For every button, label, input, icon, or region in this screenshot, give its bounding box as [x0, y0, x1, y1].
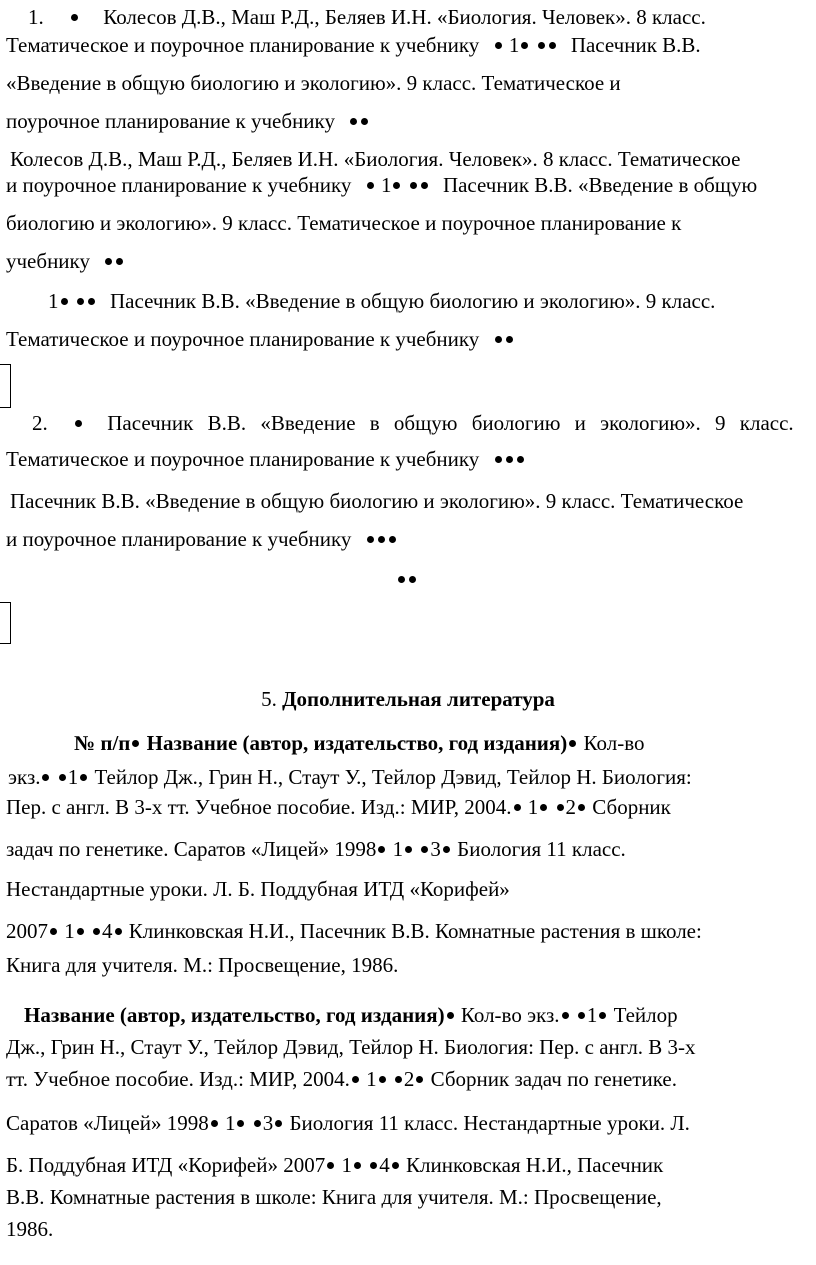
text: Колесов Д.В., Маш Р.Д., Беляев И.Н. «Биология. Человек». 8 класс. Тематическое — [10, 147, 741, 171]
bullet-icon — [517, 456, 524, 463]
stray-bullets — [6, 566, 810, 593]
block1-line3 — [6, 70, 810, 97]
block1-line4 — [6, 108, 810, 135]
text: Пер. с англ. В 3-х тт. Учебное пособие. Изд.: МИР, 2004. — [6, 795, 512, 819]
table2-line1 — [6, 1002, 810, 1029]
table2-line2 — [6, 1034, 810, 1061]
bullet-icon — [495, 456, 502, 463]
bullet-icon — [538, 42, 545, 49]
bullet-icon — [495, 336, 502, 343]
bullet-icon — [395, 1076, 402, 1083]
section-title: Дополнительная литература — [282, 687, 555, 711]
text: 1986. — [6, 1217, 54, 1241]
text: Б. Поддубная ИТД «Корифей» 2007 — [6, 1153, 326, 1177]
table2-line3 — [6, 1066, 810, 1093]
block5-line1 — [6, 488, 810, 515]
bullet-icon — [562, 1012, 569, 1019]
page-marker — [0, 602, 11, 644]
text: 2 — [565, 795, 576, 819]
text: 2 — [403, 1067, 415, 1091]
table1-line6 — [6, 918, 810, 945]
text: 1 — [586, 1003, 598, 1027]
bullet-icon — [327, 1162, 334, 1169]
bullet-icon — [389, 536, 396, 543]
text: 1 — [508, 33, 520, 57]
table1-line5 — [6, 876, 810, 903]
bullet-icon — [77, 298, 84, 305]
text: Сборник задач по генетике. — [430, 1067, 677, 1091]
bullet-icon — [42, 774, 49, 781]
block3-line1 — [6, 288, 810, 315]
column-header: Кол-во — [583, 731, 645, 755]
table1-line4 — [6, 836, 810, 863]
bullet-icon — [421, 182, 428, 189]
text: 1 — [64, 919, 75, 943]
bullet-icon — [254, 1120, 261, 1127]
table2-line7 — [6, 1216, 810, 1243]
bullet-icon — [416, 1076, 423, 1083]
text: Тейлор Дж., Грин Н., Стаут У., Тейлор Дэвид, Тейлор Н. Биология: — [94, 765, 692, 789]
bullet-icon — [405, 846, 412, 853]
text: и поурочное планирование к учебнику — [6, 173, 352, 197]
bullet-icon — [410, 182, 417, 189]
text: Тематическое и поурочное планирование к учебнику — [6, 33, 480, 57]
bullet-icon — [75, 420, 82, 427]
column-header: № п/п — [74, 731, 131, 755]
bullet-icon — [71, 14, 78, 21]
text: 1 — [48, 289, 59, 313]
bullet-icon — [115, 928, 122, 935]
text: Пасечник В.В. «Введение в общую биологию и экологию». 9 класс. — [110, 289, 716, 313]
bullet-icon — [409, 576, 416, 583]
bullet-icon — [379, 1076, 386, 1083]
bullet-icon — [569, 740, 576, 747]
bullet-icon — [392, 1162, 399, 1169]
bullet-icon — [77, 928, 84, 935]
bullet-icon — [350, 118, 357, 125]
bullet-icon — [599, 1012, 606, 1019]
text: задач по генетике. Саратов «Лицей» 1998 — [6, 837, 377, 861]
text: Сборник — [592, 795, 671, 819]
bullet-icon — [80, 774, 87, 781]
bullet-icon — [370, 1162, 377, 1169]
text: 4 — [102, 919, 113, 943]
text: 4 — [379, 1153, 390, 1177]
bullet-icon — [116, 258, 123, 265]
section-heading — [6, 686, 810, 713]
block2-line4 — [6, 248, 810, 275]
text: 1 — [224, 1111, 236, 1135]
table1-line3 — [6, 794, 810, 821]
text: тт. Учебное пособие. Изд.: МИР, 2004. — [6, 1067, 350, 1091]
text: Пасечник В.В. «Введение в общую — [442, 173, 758, 197]
bullet-icon — [514, 804, 521, 811]
bullet-icon — [354, 1162, 361, 1169]
bullet-icon — [237, 1120, 244, 1127]
bullet-icon — [549, 42, 556, 49]
bullet-icon — [211, 1120, 218, 1127]
bullet-icon — [275, 1120, 282, 1127]
bullet-icon — [506, 456, 513, 463]
text: 2007 — [6, 919, 48, 943]
bullet-icon — [378, 846, 385, 853]
bullet-icon — [61, 298, 68, 305]
bullet-icon — [59, 774, 66, 781]
text: Тейлор — [613, 1003, 678, 1027]
page-marker — [0, 364, 11, 408]
bullet-icon — [132, 740, 139, 747]
text: Пасечник В.В. — [570, 33, 701, 57]
block1-line1 — [6, 4, 810, 31]
text: Биология 11 класс. Нестандартные уроки. Л. — [289, 1111, 690, 1135]
text: Дж., Грин Н., Стаут У., Тейлор Дэвид, Тейлор Н. Биология: Пер. с англ. В 3-х — [6, 1035, 696, 1059]
bullet-icon — [105, 258, 112, 265]
table1-line7 — [6, 952, 810, 979]
bullet-icon — [352, 1076, 359, 1083]
text: Тематическое и поурочное планирование к учебнику — [6, 447, 480, 471]
text: Клинковская Н.И., Пасечник В.В. Комнатные растения в школе: — [128, 919, 702, 943]
bullet-icon — [393, 182, 400, 189]
text: «Введение в общую биологию и экологию». 9 класс. Тематическое и — [6, 71, 621, 95]
block2-line1 — [6, 146, 810, 173]
bullet-icon — [443, 846, 450, 853]
bullet-icon — [50, 928, 57, 935]
text: поурочное планирование к учебнику — [6, 109, 335, 133]
bullet-icon — [398, 576, 405, 583]
bullet-icon — [421, 846, 428, 853]
bullet-icon — [88, 298, 95, 305]
block4-line2 — [6, 446, 810, 473]
text: учебнику — [6, 249, 90, 273]
bullet-icon — [495, 42, 502, 49]
table2-line4 — [6, 1110, 810, 1137]
text: Книга для учителя. М.: Просвещение, 1986. — [6, 953, 399, 977]
block3-line2 — [6, 326, 810, 353]
text: Пасечник В.В. «Введение в общую биологию и экологию». 9 класс. Тематическое — [10, 489, 744, 513]
text: 1 — [67, 765, 79, 789]
bullet-icon — [378, 536, 385, 543]
list-number: 2. — [32, 411, 48, 435]
list-number: 1. — [28, 5, 44, 29]
bullet-icon — [367, 182, 374, 189]
text: 1 — [366, 1067, 377, 1091]
text: 3 — [430, 837, 441, 861]
text: биологию и экологию». 9 класс. Тематическое и поурочное планирование к — [6, 211, 682, 235]
bullet-icon — [540, 804, 547, 811]
bullet-icon — [578, 1012, 585, 1019]
bullet-icon — [367, 536, 374, 543]
text: Нестандартные уроки. Л. Б. Поддубная ИТД «Корифей» — [6, 877, 510, 901]
bullet-icon — [93, 928, 100, 935]
text: 1 — [527, 795, 539, 819]
text: Саратов «Лицей» 1998 — [6, 1111, 209, 1135]
text: 1 — [392, 837, 404, 861]
text: Колесов Д.В., Маш Р.Д., Беляев И.Н. «Биология. Человек». 8 класс. — [103, 5, 706, 29]
text: 3 — [262, 1111, 274, 1135]
block2-line2 — [6, 172, 810, 199]
text: и поурочное планирование к учебнику — [6, 527, 352, 551]
column-header: Название (автор, издательство, год издания) — [24, 1003, 445, 1027]
bullet-icon — [557, 804, 564, 811]
column-header: Название (автор, издательство, год издания) — [146, 731, 568, 755]
block4-line1 — [6, 410, 810, 437]
block2-line3 — [6, 210, 810, 237]
table1-line1 — [6, 730, 810, 757]
bullet-icon — [447, 1012, 454, 1019]
text: Биология 11 класс. — [457, 837, 626, 861]
table1-line2 — [6, 764, 810, 791]
table2-line6 — [6, 1184, 810, 1211]
bullet-icon — [506, 336, 513, 343]
text: 1 — [380, 173, 392, 197]
table2-line5 — [6, 1152, 810, 1179]
block1-line2 — [6, 32, 810, 59]
text: 1 — [341, 1153, 352, 1177]
bullet-icon — [578, 804, 585, 811]
bullet-icon — [521, 42, 528, 49]
text: Тематическое и поурочное планирование к учебнику — [6, 327, 480, 351]
text: В.В. Комнатные растения в школе: Книга для учителя. М.: Просвещение, — [6, 1185, 662, 1209]
block5-line2 — [6, 526, 810, 553]
text: экз. — [8, 765, 41, 789]
text: Клинковская Н.И., Пасечник — [405, 1153, 664, 1177]
column-header: Кол-во экз. — [460, 1003, 560, 1027]
section-number: 5. — [261, 687, 277, 711]
bullet-icon — [361, 118, 368, 125]
text: Пасечник В.В. «Введение в общую биологию и экологию». 9 класс. — [107, 411, 794, 435]
